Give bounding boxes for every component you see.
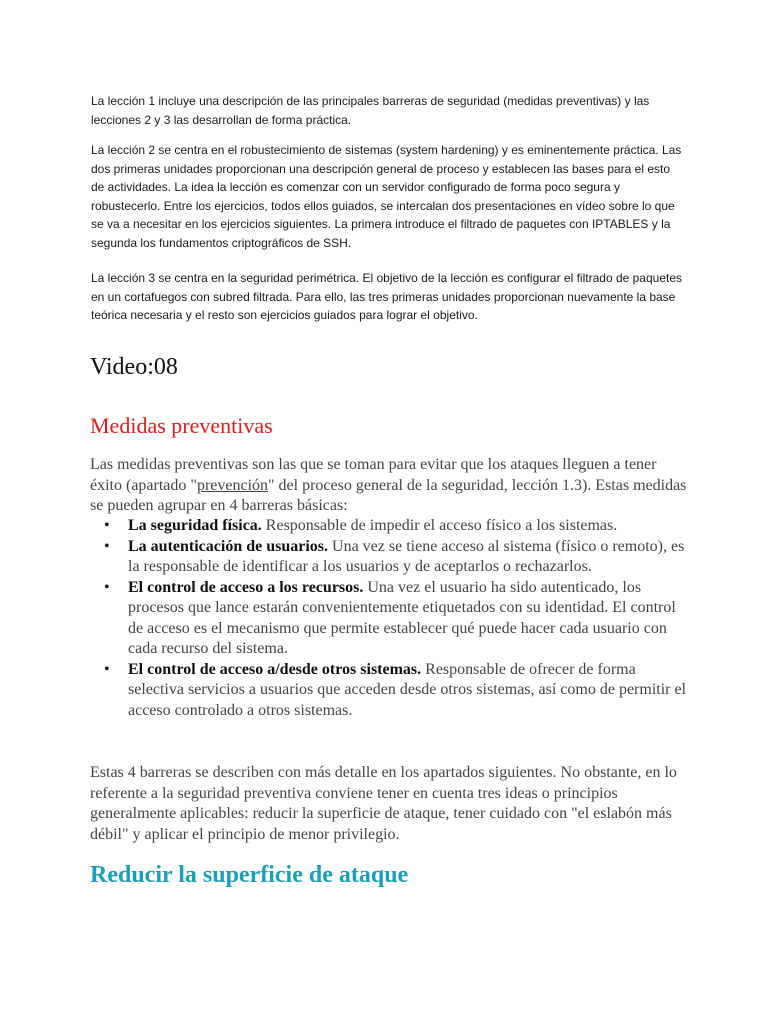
list-item-bold: El control de acceso a/desde otros sistemas. — [128, 660, 422, 678]
bullet-icon: • — [104, 537, 110, 555]
intro-paragraph-3: La lección 3 se centra en la seguridad perimétrica. El objetivo de la lección es configurar el filtrado de paquetes en un cortafuegos con subred filtrada. Para ello, las tres primeras unidades proporcionan nuevamente la base teórica necesaria y el resto son ejercicios guiados para lograr el objetivo. — [91, 271, 683, 322]
video-label: Video:08 — [90, 354, 178, 380]
list-item — [90, 537, 690, 578]
intro-paragraph-2: La lección 2 se centra en el robustecimiento de sistemas (system hardening) y es eminentemente práctica. Las dos primeras unidades proporcionan una descripción general de proceso y establecen las bases para el esto de actividades. La idea la lección es comenzar con un servidor configurado de forma poco segura y robustecerlo. Entre los ejercicios, todos ellos guiados, se intercalan dos presentaciones en vídeo sobre lo que se va a necesitar en los ejercicios siguientes. La primera introduce el filtrado de paquetes con IPTABLES y la segunda los fundamentos criptográficos de SSH. — [91, 143, 682, 250]
intro-paragraph-1: La lección 1 incluye una descripción de las principales barreras de seguridad (medidas preventivas) y las lecciones 2 y 3 las desarrollan de forma práctica. — [91, 94, 650, 127]
bullet-icon: • — [104, 660, 110, 678]
list-item-text: Responsable de ofrecer de forma selectiva servicios a usuarios que acceden desde otros sistemas, así como de permitir el acceso controlado a otros sistemas. — [128, 660, 687, 719]
section-heading-medidas-preventivas: Medidas preventivas — [90, 413, 273, 438]
list-item-text: Una vez el usuario ha sido autenticado, los procesos que lance estarán convenientemente etiquetados con su identidad. El control de acceso es el mecanismo que permite establecer qué puede hacer cada usuario con cada recurso del sistema. — [128, 578, 676, 657]
bullet-icon: • — [104, 517, 110, 534]
list-item-bold: El control de acceso a los recursos. — [128, 578, 364, 596]
section-lead-paragraph — [90, 455, 690, 517]
closing-paragraph: Estas 4 barreras se describen con más detalle en los apartados siguientes. No obstante, en lo referente a la seguridad preventiva conviene tener en cuenta tres ideas o principios generalmente aplicables: reducir la superficie de ataque, tener cuidado con "el eslabón más débil" y aplicar el principio de menor privilegio. — [90, 764, 677, 843]
list-item — [90, 578, 690, 660]
list-item-bold: La seguridad física. — [128, 517, 262, 534]
list-item-text: Responsable de impedir el acceso físico a los sistemas. — [261, 517, 618, 534]
lead-text-before: Las medidas preventivas son las que se toman para evitar que los ataques lleguen a tener éxito (apartado " — [90, 456, 657, 494]
prevencion-link[interactable]: prevención — [196, 476, 269, 494]
list-item-bold: La autenticación de usuarios. — [128, 537, 329, 555]
list-item — [90, 516, 690, 537]
list-item-text: Una vez se tiene acceso al sistema (físico o remoto), es la responsable de identificar a los usuarios y de aceptarlos o rechazarlos. — [128, 537, 685, 575]
section-heading-reducir-superficie: Reducir la superficie de ataque — [90, 862, 409, 888]
barriers-list — [90, 516, 690, 721]
bullet-icon: • — [104, 578, 110, 596]
lead-text-after: " del proceso general de la seguridad, lección 1.3). Estas medidas se pueden agrupar en 4 barreras básicas: — [90, 476, 687, 514]
list-item — [90, 660, 690, 722]
